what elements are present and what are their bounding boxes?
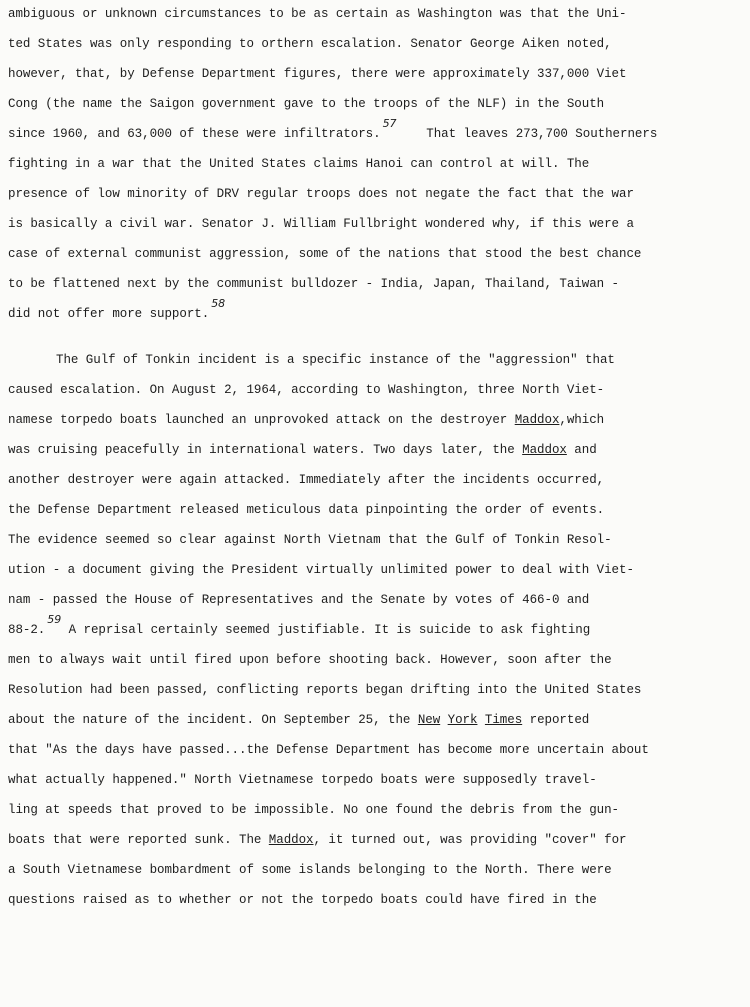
para2-line-10 <box>8 613 591 637</box>
text-line-5-end: That leaves 273,700 Southerners <box>426 127 658 141</box>
para2-line-4-end: and <box>566 443 597 457</box>
para2-line-3-start: namese torpedo boats launched an unprovoked attack on the destroyer <box>8 413 515 427</box>
para2-line-8: ution - a document giving the President virtually unlimited power to deal with Viet- <box>8 563 634 577</box>
para2-line-1: The Gulf of Tonkin incident is a specific instance of the "aggression" that <box>56 353 615 367</box>
text-line-4: Cong (the name the Saigon government gave to the troops of the NLF) in the South <box>8 97 605 111</box>
para2-line-19: questions raised as to whether or not the torpedo boats could have fired in the <box>8 893 597 907</box>
para2-line-17-start: boats that were reported sunk. The <box>8 833 269 847</box>
maddox-underlined-2: Maddox <box>522 443 567 457</box>
footnote-59: 59 <box>47 613 62 626</box>
para2-line-12: Resolution had been passed, conflicting reports began drifting into the United States <box>8 683 642 697</box>
maddox-underlined-3: Maddox <box>268 833 314 847</box>
para2-line-13-start: about the nature of the incident. On September 25, the <box>8 713 418 727</box>
para2-line-10-start: 88-2. <box>8 623 46 637</box>
para2-line-3-end: ,which <box>559 413 605 427</box>
footnote-58: 58 <box>211 297 226 310</box>
para2-line-13-end: reported <box>522 713 590 727</box>
maddox-underlined: Maddox <box>514 413 560 427</box>
para2-line-17 <box>8 834 626 847</box>
para2-line-16: ling at speeds that proved to be impossible. No one found the debris from the gun- <box>8 803 620 817</box>
para2-line-4 <box>8 444 597 457</box>
nyt-times: Times <box>484 713 523 727</box>
footnote-57: 57 <box>382 117 397 130</box>
para2-line-9: nam - passed the House of Representatives and the Senate by votes of 466-0 and <box>8 593 590 607</box>
text-line-1: ambiguous or unknown circumstances to be as certain as Washington was that the Uni- <box>8 7 627 21</box>
para2-line-14: that "As the days have passed...the Defense Department has become more uncertain about <box>8 743 649 757</box>
para2-line-10-end: A reprisal certainly seemed justifiable. It is suicide to ask fighting <box>61 623 591 637</box>
para2-line-4-start: was cruising peacefully in international waters. Two days later, the <box>8 443 523 457</box>
para2-line-6: the Defense Department released meticulous data pinpointing the order of events. <box>8 503 605 517</box>
text-line-9: case of external communist aggression, some of the nations that stood the best chance <box>8 247 642 261</box>
text-line-6: fighting in a war that the United States claims Hanoi can control at will. The <box>8 157 590 171</box>
nyt-york: York <box>447 713 478 727</box>
para2-line-18: a South Vietnamese bombardment of some islands belonging to the North. There were <box>8 863 612 877</box>
text-line-8: is basically a civil war. Senator J. William Fullbright wondered why, if this were a <box>8 217 634 231</box>
text-line-7: presence of low minority of DRV regular troops does not negate the fact that the war <box>8 187 634 201</box>
text-line-10: to be flattened next by the communist bulldozer - India, Japan, Thailand, Taiwan - <box>8 277 620 291</box>
text-line-11-text: did not offer more support. <box>8 307 210 321</box>
para2-line-2: caused escalation. On August 2, 1964, according to Washington, three North Viet- <box>8 383 605 397</box>
para2-line-3 <box>8 414 604 427</box>
para2-line-5: another destroyer were again attacked. Immediately after the incidents occurred, <box>8 473 605 487</box>
text-line-2: ted States was only responding to orthern escalation. Senator George Aiken noted, <box>8 37 612 51</box>
text-line-5-start: since 1960, and 63,000 of these were infiltrators. <box>8 127 381 141</box>
para2-line-13 <box>8 714 589 727</box>
text-line-5 <box>8 117 658 141</box>
nyt-new: New <box>417 713 441 727</box>
text-line-3: however, that, by Defense Department figures, there were approximately 337,000 Viet <box>8 67 627 81</box>
para2-line-17-end: , it turned out, was providing "cover" for <box>313 833 627 847</box>
para2-line-15: what actually happened." North Vietnamese torpedo boats were supposedly travel- <box>8 773 597 787</box>
text-line-11 <box>8 297 226 321</box>
para2-line-7: The evidence seemed so clear against North Vietnam that the Gulf of Tonkin Resol- <box>8 533 612 547</box>
para2-line-11: men to always wait until fired upon before shooting back. However, soon after the <box>8 653 612 667</box>
